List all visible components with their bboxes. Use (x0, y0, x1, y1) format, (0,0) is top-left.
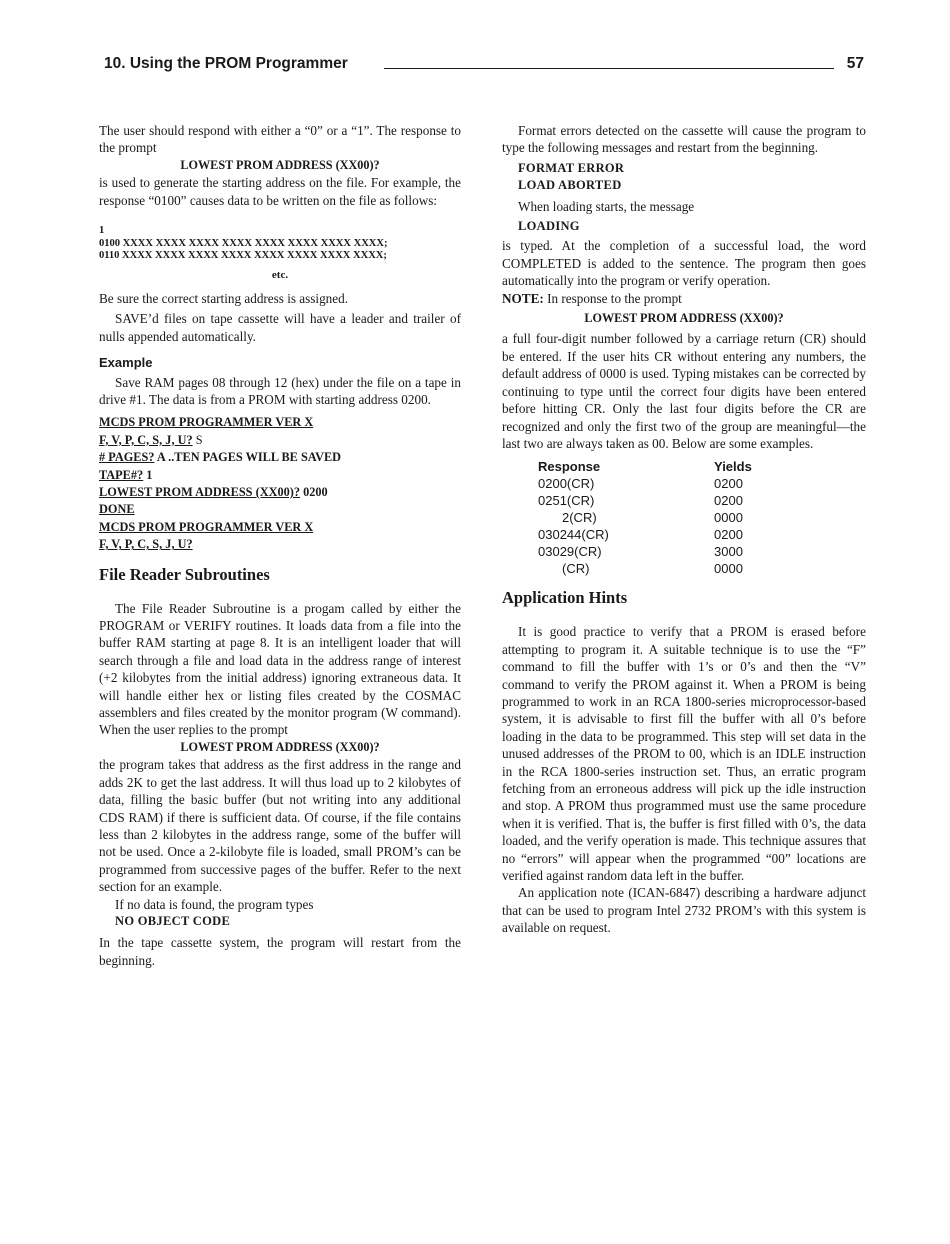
paragraph: is used to generate the starting address on the file. For example, the response “0100” causes data to be written on the file as follows: (99, 175, 461, 208)
note-label: NOTE: (502, 290, 544, 306)
message-loading: LOADING (518, 219, 580, 234)
column-header: Response (538, 459, 601, 475)
paragraph: SAVE’d files on tape cassette will have a leader and trailer of nulls appended automatically. (99, 311, 461, 344)
table-row (538, 475, 752, 492)
paragraph: An application note (ICAN-6847) describing a hardware adjunct that can be used to program Intel 2732 PROM’s with this system is available on request. (502, 885, 866, 936)
paragraph: When loading starts, the message (518, 198, 695, 214)
paragraph: Save RAM pages 08 through 12 (hex) under the file on a tape in drive #1. The data is from a PROM with starting address 0200. (99, 374, 461, 407)
table-row (538, 543, 752, 560)
yields-cell: 0000 (714, 561, 743, 577)
page-header (104, 54, 864, 76)
paragraph: Format errors detected on the cassette will cause the program to type the following messages and restart from the beginning. (502, 123, 866, 156)
prompt-text: LOWEST PROM ADDRESS (XX00)? (180, 739, 380, 754)
terminal-input: A ..TEN PAGES WILL BE SAVED (154, 450, 342, 465)
yields-cell: 0000 (714, 510, 743, 526)
section-heading: File Reader Subroutines (99, 564, 270, 584)
code-line: 0110 XXXX XXXX XXXX XXXX XXXX XXXX XXXX XXXX; (99, 250, 387, 262)
table-row (538, 509, 752, 526)
paragraph: In the tape cassette system, the program will restart from the beginning. (99, 935, 461, 968)
terminal-transcript (99, 414, 461, 553)
code-line: 1 (99, 225, 105, 237)
prompt-text: LOWEST PROM ADDRESS (XX00)? (584, 311, 784, 326)
terminal-line: TAPE#? (99, 467, 144, 482)
examples-table (538, 458, 752, 577)
note-paragraph (502, 290, 866, 307)
response-cell: 03029(CR) (538, 544, 602, 560)
terminal-input: 1 (143, 467, 153, 482)
response-cell: (CR) (562, 561, 590, 577)
paragraph: If no data is found, the program types (115, 896, 314, 912)
page-number: 57 (846, 55, 864, 72)
table-row (538, 492, 752, 509)
paragraph: the program takes that address as the first address in the range and adds 2K to get the last address. It will thus load up to 2 kilobytes of data, filling the basic buffer (but not writing into any additional CDS RAM) if there is sufficient data. Of course, if the file contains less than 2 kilobytes in the address range, some of the buffer will not be used. Once a 2-kilobyte file is loaded, small PROM’s can be programmed from successive pages of the buffer. Refer to the next section for an example. (99, 757, 461, 895)
table-header-row (538, 458, 752, 475)
paragraph: Be sure the correct starting address is assigned. (99, 290, 349, 306)
terminal-line: MCDS PROM PROGRAMMER VER X (99, 415, 314, 430)
terminal-input: S (192, 432, 203, 447)
prompt-text: LOWEST PROM ADDRESS (XX00)? (180, 157, 380, 172)
response-cell: 0200(CR) (538, 476, 595, 492)
chapter-title: 10. Using the PROM Programmer (104, 54, 354, 74)
section-heading: Application Hints (502, 588, 628, 608)
terminal-line: DONE (99, 502, 135, 517)
terminal-line: # PAGES? (99, 450, 155, 465)
paragraph: It is good practice to verify that a PROM is erased before attempting to program it. A suitable technique is to use the “F” command to fill the buffer with 1’s or 0’s and then the “V” command to verify the PROM against it. When a PROM is being programmed to work in an RCA 1800-series microprocessor-based system, it is advisable to first fill the buffer with all 0’s before loading in the data to be programmed. This step will set data in the unused addresses of the PROM to 00, which is an IDLE instruction in the RCA 1800-series instruction set. Thus, an erratic program fetching from an erroneous address will pick up the idle instruction and stop. A PROM thus programmed must use the same procedure when it is verified. That is, the buffer is first filled with 0’s, the data loaded, and the verify operation is made. This technique assures that no “errors” will appear when the programmed “00” locations are verified against random data left in the buffer. (502, 624, 866, 883)
terminal-line: F, V, P, C, S, J, U? (99, 432, 193, 447)
table-row (538, 560, 752, 577)
yields-cell: 0200 (714, 476, 743, 492)
message-format-error: FORMAT ERROR (518, 160, 625, 175)
yields-cell: 0200 (714, 493, 743, 509)
paragraph: a full four-digit number followed by a carriage return (CR) should be entered. If the user hits CR without entering any numbers, the default address of 0000 is used. Typing mistakes can be corrected by continuing to type until the correct four digits have been entered before hitting CR. Only the last four digits before the CR are recognized and only the first two of the group are meaningful—the last two are always taken as 00. Below are some examples. (502, 331, 866, 451)
terminal-line: F, V, P, C, S, J, U? (99, 537, 193, 552)
terminal-input: 0200 (300, 485, 328, 499)
column-header: Yields (714, 459, 752, 475)
paragraph: is typed. At the completion of a successful load, the word COMPLETED is added to the sentence. The program then goes automatically into the program or verify operation. (502, 238, 866, 289)
etc-label: etc. (271, 268, 289, 281)
table-row (538, 526, 752, 543)
left-column (99, 122, 461, 969)
yields-cell: 3000 (714, 544, 743, 560)
terminal-line: MCDS PROM PROGRAMMER VER X (99, 519, 314, 534)
response-cell: 0251(CR) (538, 493, 595, 509)
note-text: In response to the prompt (543, 290, 682, 306)
code-line: 0100 XXXX XXXX XXXX XXXX XXXX XXXX XXXX XXXX; (99, 237, 388, 249)
paragraph: The user should respond with either a “0” or a “1”. The response to the prompt (99, 123, 461, 156)
paragraph: The File Reader Subroutine is a progam called by either the PROGRAM or VERIFY routines. It loads data from a file into the buffer RAM starting at page 8. It is an intelligent loader that will search through a file and load data in the address range of interest (+2 kilobytes from the initial address) ignoring extraneous data. It will handle either hex or listing files created by the COSMAC assemblers and files created by the monitor program (W command). When the user replies to the prompt (99, 600, 461, 738)
response-cell: 2(CR) (562, 510, 597, 526)
header-rule (384, 68, 834, 69)
example-heading: Example (99, 355, 153, 371)
right-column (502, 122, 866, 937)
yields-cell: 0200 (714, 527, 743, 543)
terminal-line: LOWEST PROM ADDRESS (XX00)? (99, 485, 300, 499)
response-cell: 030244(CR) (538, 527, 609, 543)
message-load-aborted: LOAD ABORTED (518, 178, 622, 193)
message-no-object-code: NO OBJECT CODE (115, 913, 231, 928)
